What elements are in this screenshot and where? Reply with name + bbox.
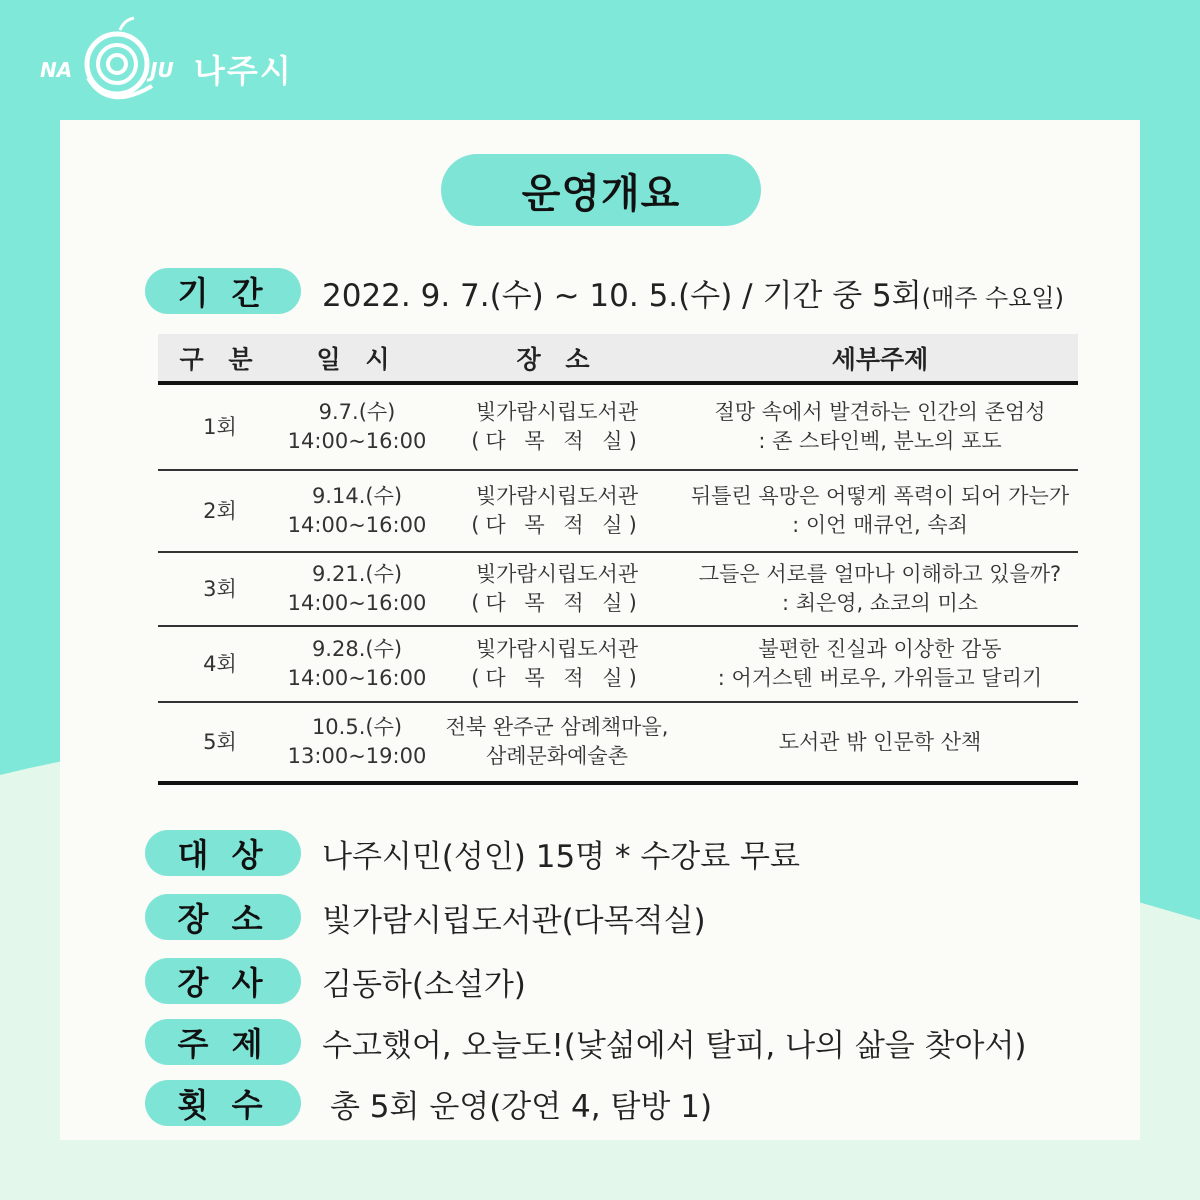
- table-row: [158, 627, 1078, 703]
- session-datetime: [282, 553, 432, 625]
- session-place: [432, 627, 682, 701]
- target-label: 대 상: [145, 830, 301, 876]
- session-place: [432, 385, 682, 469]
- session-topic: [682, 471, 1078, 551]
- spiral-pear-icon: [78, 16, 156, 106]
- topic-book: : 어거스텐 버로우, 가위들고 달리기: [717, 666, 1043, 690]
- lecturer-value: 김동하(소설가): [322, 967, 526, 1003]
- session-datetime: [282, 385, 432, 469]
- place-room: 삼례문화예술촌: [485, 744, 628, 768]
- logo-na-text: NA: [40, 58, 73, 82]
- topic-title: 절망 속에서 발견하는 인간의 존엄성: [714, 400, 1046, 424]
- place-name: 빛가람시립도서관: [475, 400, 639, 424]
- session-time: 14:00~16:00: [287, 513, 427, 537]
- place-room: (다 목 적 실): [471, 666, 643, 690]
- session-time: 14:00~16:00: [287, 666, 427, 690]
- session-date: 9.14.(수): [311, 484, 403, 508]
- session-date: 9.28.(수): [311, 637, 403, 661]
- page-title: 운영개요: [441, 154, 761, 226]
- place-name: 빛가람시립도서관: [475, 637, 639, 661]
- period-label: 기 간: [145, 268, 301, 314]
- session-time: 14:00~16:00: [287, 591, 427, 615]
- session-topic: [682, 627, 1078, 701]
- target-value: 나주시민(성인) 15명 * 수강료 무료: [322, 839, 800, 875]
- session-datetime: [282, 627, 432, 701]
- naju-logo: [38, 16, 298, 106]
- venue-label: 장 소: [145, 894, 301, 940]
- table-row: [158, 385, 1078, 471]
- session-topic: [682, 553, 1078, 625]
- sessions-value: 총 5회 운영(강연 4, 탐방 1): [330, 1089, 713, 1125]
- session-number: 3회: [203, 576, 237, 601]
- table-row: [158, 471, 1078, 553]
- period-value: [322, 270, 1064, 315]
- period-note: (매주 수요일): [921, 284, 1064, 312]
- period-dates: 2022. 9. 7.(수) ~ 10. 5.(수) / 기간 중 5회: [322, 278, 922, 314]
- overview-card: [60, 120, 1140, 1140]
- place-name: 빛가람시립도서관: [475, 562, 639, 586]
- lecturer-label: 강 사: [145, 958, 301, 1004]
- header-topic: 세부주제: [831, 344, 929, 374]
- session-place: [432, 553, 682, 625]
- session-time: 13:00~19:00: [287, 744, 427, 768]
- header-place: 장 소: [516, 344, 598, 374]
- place-room: (다 목 적 실): [471, 513, 643, 537]
- session-number: 4회: [203, 651, 237, 676]
- table-header: [158, 334, 1078, 385]
- table-row: [158, 553, 1078, 627]
- session-place: [432, 703, 682, 781]
- topic-title: 도서관 밖 인문학 산책: [778, 729, 982, 754]
- place-room: (다 목 적 실): [471, 429, 643, 453]
- theme-label: 주 제: [145, 1019, 301, 1065]
- logo-ju-text: JU: [150, 58, 174, 82]
- session-topic: [682, 385, 1078, 469]
- topic-title: 뒤틀린 욕망은 어떻게 폭력이 되어 가는가: [690, 484, 1070, 508]
- session-date: 10.5.(수): [311, 715, 403, 739]
- session-number: 1회: [203, 414, 237, 439]
- session-datetime: [282, 471, 432, 551]
- session-date: 9.21.(수): [311, 562, 403, 586]
- session-topic: [682, 703, 1078, 781]
- header-no: 구 분: [179, 344, 261, 374]
- table-row: [158, 703, 1078, 785]
- venue-value: 빛가람시립도서관(다목적실): [322, 903, 706, 939]
- session-date: 9.7.(수): [318, 400, 396, 424]
- topic-title: 그들은 서로를 얼마나 이해하고 있을까?: [698, 562, 1062, 586]
- topic-book: : 이언 매큐언, 속죄: [792, 513, 968, 537]
- topic-book: : 최은영, 쇼코의 미소: [781, 591, 979, 615]
- topic-book: : 존 스타인벡, 분노의 포도: [758, 429, 1002, 453]
- city-name: 나주시: [194, 52, 293, 90]
- header-datetime: 일 시: [316, 344, 398, 374]
- session-time: 14:00~16:00: [287, 429, 427, 453]
- session-datetime: [282, 703, 432, 781]
- schedule-table: [158, 334, 1078, 785]
- session-place: [432, 471, 682, 551]
- topic-title: 불편한 진실과 이상한 감동: [758, 637, 1002, 661]
- theme-value: 수고했어, 오늘도!(낯섦에서 탈피, 나의 삶을 찾아서): [322, 1028, 1027, 1064]
- session-number: 5회: [203, 729, 237, 754]
- session-number: 2회: [203, 498, 237, 523]
- place-room: (다 목 적 실): [471, 591, 643, 615]
- sessions-label: 횟 수: [145, 1080, 301, 1126]
- place-name: 전북 완주군 삼례책마을,: [445, 715, 669, 739]
- place-name: 빛가람시립도서관: [475, 484, 639, 508]
